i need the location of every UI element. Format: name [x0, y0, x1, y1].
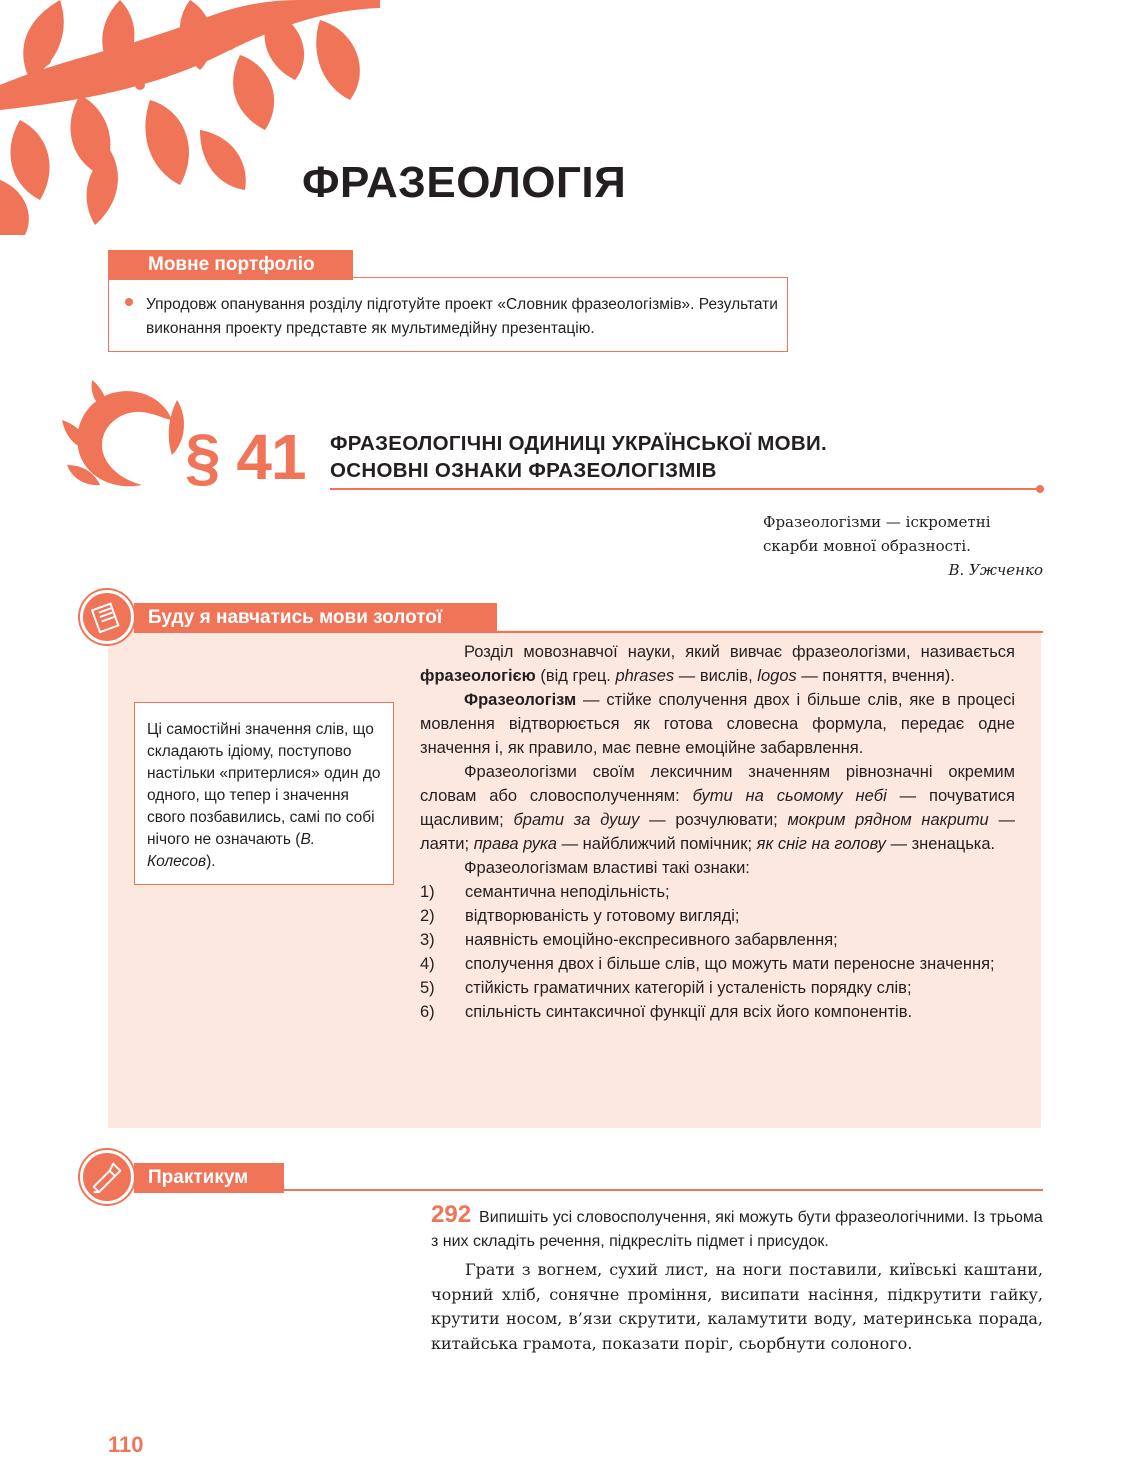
example-italic: як сніг на голову — [756, 835, 886, 853]
text-span: — лаяти; — [420, 811, 1015, 853]
notebook-icon — [80, 590, 134, 644]
epigraph — [763, 510, 1043, 582]
epigraph-line1: Фразеологізми — іскрометні — [763, 513, 991, 531]
list-item — [420, 976, 1015, 1000]
text-span: — вислів, — [674, 667, 758, 685]
text-span: — поняття, вчення). — [796, 667, 955, 685]
paragraph-examples — [420, 760, 1015, 856]
text-span: — розчулювати; — [639, 811, 788, 829]
quote-text: Ці самостійні значення слів, що складають ідіому, поступово настільки «притерлися» один до одного, що тепер і значення свого позбавились, самі по собі нічого не означають ( — [147, 721, 381, 848]
section-title-line2: ОСНОВНІ ОЗНАКИ ФРАЗЕОЛОГІЗМІВ — [330, 459, 717, 482]
list-number: 1) — [420, 883, 435, 901]
quote-author: В. Колесов — [147, 831, 316, 870]
list-number: 6) — [420, 1003, 435, 1021]
list-number: 5) — [420, 979, 435, 997]
list-number: 3) — [420, 931, 435, 949]
epigraph-line2: скарби мовної образності. — [763, 537, 971, 555]
page-number: 110 — [108, 1432, 144, 1457]
exercise-task: Випишіть усі словосполучення, які можуть бути фразеологічними. Із трьома з них складіть речення, підкресліть підмет і присудок. — [431, 1209, 1043, 1250]
exercise-292 — [431, 1203, 1043, 1254]
term-italic: logos — [757, 667, 797, 685]
term-bold: фразеологією — [420, 667, 536, 685]
quote-end: ). — [206, 853, 216, 870]
list-item — [420, 880, 1015, 904]
text-span: — почуватися щасливим; — [420, 787, 1015, 829]
theory-rule — [134, 631, 1043, 633]
text-span: — стійке сполучення двох і більше слів, яке в процесі мовлення відтворюється як готова словесна формула, передає одне значення і, як правило, має певне емоційне забарвлення. — [420, 691, 1015, 757]
idiom-quote-box — [134, 702, 394, 885]
text-span: Фразеологізми своїм лексичним значенням рівнозначні окремим словам або словосполученням: — [420, 763, 1015, 805]
list-item — [420, 904, 1015, 928]
pen-hand-icon — [80, 1150, 134, 1204]
section-number: § 41 — [185, 421, 306, 493]
portfolio-text: Упродовж опанування розділу підготуйте проект «Словник фразеологізмів». Результати виконання проекту представте як мультимедійну презентацію. — [146, 296, 778, 337]
text-span: Розділ мовознавчої науки, який вивчає фразеологізми, називається — [464, 643, 1015, 661]
list-text: стійкість граматичних категорій і усталеність порядку слів; — [465, 979, 912, 997]
divider-dot-icon — [1036, 485, 1044, 493]
paragraph-phraseologism — [420, 688, 1015, 760]
theory-text — [420, 640, 1015, 1024]
portfolio-tab: Мовне портфоліо — [108, 250, 353, 280]
list-item — [420, 928, 1015, 952]
chapter-title: ФРАЗЕОЛОГІЯ — [302, 158, 627, 207]
example-italic: права рука — [473, 835, 557, 853]
list-text: семантична неподільність; — [465, 883, 670, 901]
floral-ornament-section — [62, 380, 192, 490]
section-title — [330, 430, 827, 484]
list-text: спільність синтаксичної функції для всіх його компонентів. — [465, 1003, 913, 1021]
text-span: — зненацька. — [885, 835, 996, 853]
list-number: 4) — [420, 955, 435, 973]
example-italic: бути на сьомому небі — [692, 787, 887, 805]
features-list — [420, 880, 1015, 1024]
text-span: (від грец. — [535, 667, 616, 685]
section-divider — [330, 488, 1040, 490]
list-text: сполучення двох і більше слів, що можуть мати переносне значення; — [465, 955, 995, 973]
exercise-number: 292 — [431, 1201, 472, 1228]
paragraph-features-intro: Фразеологізмам властиві такі ознаки: — [464, 859, 750, 877]
text-span: — найближчий помічник; — [556, 835, 757, 853]
list-text: наявність емоційно-експресивного забарвлення; — [465, 931, 838, 949]
paragraph-definition — [420, 640, 1015, 688]
list-item — [420, 1000, 1015, 1024]
example-italic: мокрим рядном накрити — [787, 811, 989, 829]
term-bold: Фразеологізм — [464, 691, 577, 709]
practice-rule — [134, 1189, 1043, 1191]
section-title-line1: ФРАЗЕОЛОГІЧНІ ОДИНИЦІ УКРАЇНСЬКОЇ МОВИ. — [330, 432, 827, 455]
bullet-icon — [125, 298, 133, 306]
list-number: 2) — [420, 907, 435, 925]
list-text: відтворюваність у готовому вигляді; — [465, 907, 740, 925]
exercise-body: Грати з вогнем, сухий лист, на ноги поставили, київські каштани, чорний хліб, сонячне проміння, висипати насіння, підкрутити гайку, крутити носом, в’язи скрутити, каламутити воду, материнська порада, китайська грамота, показати поріг, сьорбнути солоного. — [431, 1260, 1043, 1353]
practice-tab: Практикум — [134, 1163, 284, 1193]
term-italic: phrases — [615, 667, 675, 685]
theory-tab: Буду я навчатись мови золотої — [134, 603, 497, 633]
epigraph-author: В. Ужченко — [948, 561, 1043, 579]
example-italic: брати за душу — [513, 811, 640, 829]
list-item — [420, 952, 1015, 976]
